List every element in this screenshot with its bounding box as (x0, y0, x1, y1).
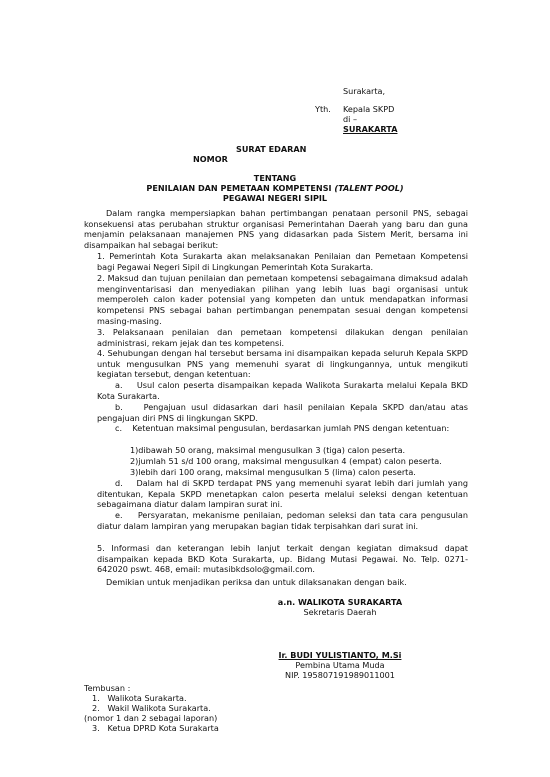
tentang-label: TENTANG (253, 173, 297, 183)
nomor-label: NOMOR (193, 154, 228, 164)
tembusan-item: 2. Wakil Walikota Surakarta. (92, 703, 211, 713)
tembusan-item: 3. Ketua DPRD Kota Surakarta (92, 723, 219, 733)
yth-label: Yth. (315, 104, 331, 114)
signatory-rank: Pembina Utama Muda (295, 660, 385, 670)
tembusan-label: Tembusan : (84, 683, 131, 693)
point-4: 4. Sehubungan dengan hal tersebut bersama ini disampaikan kepada seluruh Kepala SKPD untuk mengusulkan PNS yang memenuhi syarat di lingkungannya, untuk mengikuti kegiatan tersebut, dengan ketentuan: (97, 348, 468, 380)
point-4a: a. Usul calon peserta disampaikan kepada Walikota Surakarta melalui Kepala BKD Kota Surakarta. (97, 380, 468, 401)
city-name: SURAKARTA (343, 124, 398, 134)
signature-an: a.n. WALIKOTA SURAKARTA (277, 597, 403, 607)
signatory-name: Ir. BUDI YULISTIANTO, M.Si (278, 650, 402, 660)
subject-text: PENILAIAN DAN PEMETAAN KOMPETENSI (146, 183, 332, 193)
subject-line-2: PEGAWAI NEGERI SIPIL (222, 193, 328, 203)
point-5: 5. Informasi dan keterangan lebih lanjut terkait dengan kegiatan dimaksud dapat disampaikan kepada BKD Kota Surakarta, up. Bidang Mutasi Pegawai. No. Telp. 0271-642020 pswt. 468, email: mutasibkdsolo@gmail.com. (97, 543, 468, 575)
surat-edaran-title: SURAT EDARAN (236, 144, 307, 154)
intro-paragraph: Dalam rangka mempersiapkan bahan pertimbangan penataan personil PNS, sebagai konsekuensi atas perubahan struktur organisasi Pemerintahan Daerah yang baru dan guna menjamin pelaksanaan manajemen PNS yang didasarkan pada Sistem Merit, bersama ini disampaikan hal sebagai berikut: (84, 208, 468, 251)
point-3: 3. Pelaksanaan penilaian dan pemetaan kompetensi dilakukan dengan penilaian administrasi, rekam jejak dan tes kompetensi. (97, 327, 468, 348)
point-1: 1. Pemerintah Kota Surakarta akan melaksanakan Penilaian dan Pemetaan Kompetensi bagi Pegawai Negeri Sipil di Lingkungan Pemerintah Kota Surakarta. (97, 251, 468, 272)
point-2: 2. Maksud dan tujuan penilaian dan pemetaan kompetensi sebagaimana dimaksud adalah menginventarisasi dan menyediakan pilihan yang lebih luas bagi organisasi untuk memperoleh calon kader potensial yang kompeten dan untuk mendapatkan informasi kompetensi PNS sebagai bahan pertimbangan penempatan sesuai dengan kompetensi masing-masing. (97, 273, 468, 326)
place-date: Surakarta, (343, 86, 386, 96)
subject-italic: (TALENT POOL) (334, 183, 404, 193)
recipient: Kepala SKPD (343, 104, 395, 114)
di-label: di – (343, 114, 358, 124)
signature-role: Sekretaris Daerah (303, 607, 377, 617)
point-4b: b. Pengajuan usul didasarkan dari hasil penilaian Kepala SKPD dan/atau atas pengajuan diri PNS di lingkungan SKPD. (97, 402, 468, 423)
signatory-nip: NIP. 195807191989011001 (285, 670, 395, 680)
point-4d: d. Dalam hal di SKPD terdapat PNS yang memenuhi syarat lebih dari jumlah yang ditentukan, Kepala SKPD menetapkan calon peserta melalui seleksi dengan ketentuan sebagaimana diatur dalam lampiran surat ini. (97, 478, 468, 510)
point-4c-3: 3)lebih dari 100 orang, maksimal mengusulkan 5 (lima) calon peserta. (130, 467, 416, 477)
point-4c-2: 2)jumlah 51 s/d 100 orang, maksimal mengusulkan 4 (empat) calon peserta. (130, 456, 442, 466)
tembusan-note: (nomor 1 dan 2 sebagai laporan) (84, 713, 218, 723)
point-4e: e. Persyaratan, mekanisme penilaian, pedoman seleksi dan tata cara pengusulan diatur dalam lampiran yang merupakan bagian tidak terpisahkan dari surat ini. (97, 510, 468, 531)
closing-paragraph: Demikian untuk menjadikan periksa dan untuk dilaksanakan dengan baik. (106, 577, 407, 587)
subject-line-1 (0, 183, 550, 193)
point-4c-1: 1)dibawah 50 orang, maksimal mengusulkan 3 (tiga) calon peserta. (130, 445, 406, 455)
point-4c: c. Ketentuan maksimal pengusulan, berdasarkan jumlah PNS dengan ketentuan: (115, 423, 450, 433)
tembusan-item: 1. Walikota Surakarta. (92, 693, 187, 703)
